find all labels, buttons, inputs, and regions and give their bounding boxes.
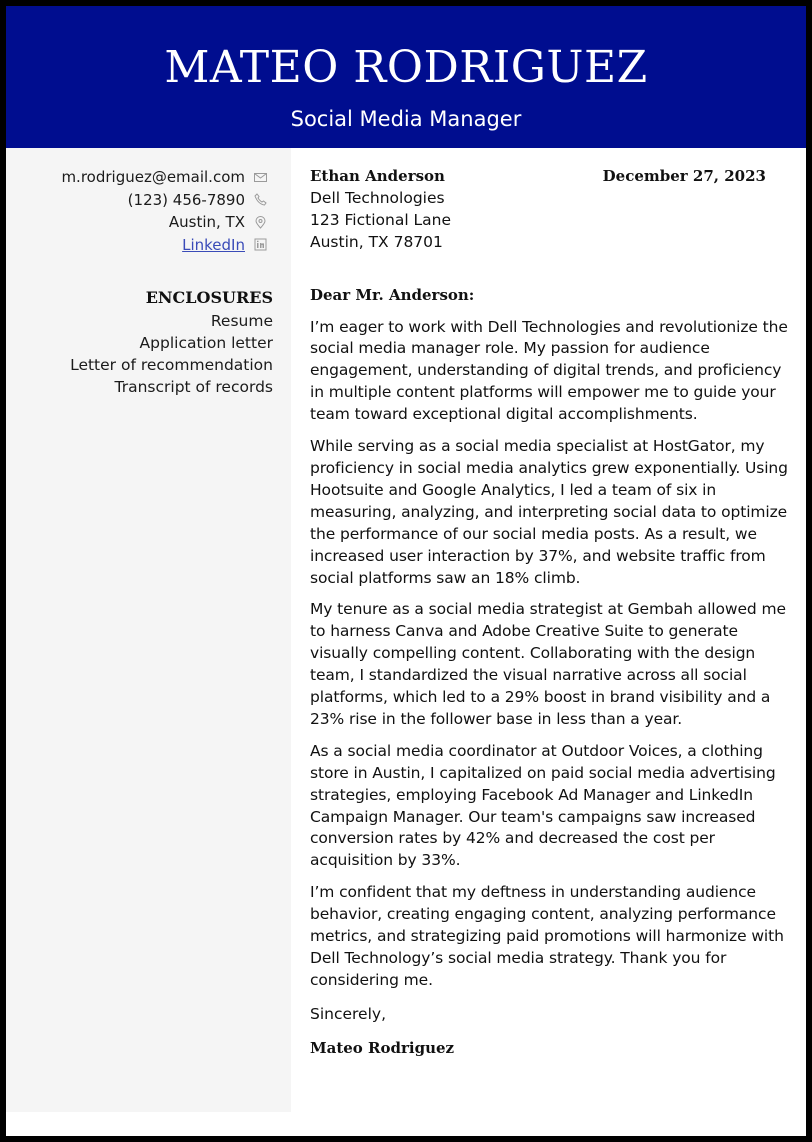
email-text[interactable]: m.rodriguez@email.com — [61, 168, 245, 187]
enclosure-item: Resume — [210, 312, 273, 330]
linkedin-link[interactable]: LinkedIn — [182, 235, 245, 254]
letter-body — [310, 166, 790, 1060]
body-paragraph: I’m confident that my deftness in understanding audience behavior, creating engaging content, analyzing performance metrics, and strategizing paid promotions will harmonize with Dell Technology’s social media strategy. Thank you for considering me. — [310, 883, 784, 989]
applicant-name: MATEO RODRIGUEZ — [164, 42, 648, 93]
recipient-company: Dell Technologies — [310, 188, 445, 207]
recipient-city: Austin, TX 78701 — [310, 232, 443, 251]
header-banner — [6, 6, 806, 148]
body-paragraph: I’m eager to work with Dell Technologies and revolutionize the social media manager role. My passion for audience engagement, understanding of digital trends, and proficiency in multiple content platforms will empower me to guide your team toward exceptional digital accomplishments. — [310, 317, 788, 424]
envelope-icon — [254, 171, 267, 184]
enclosures-block — [70, 286, 273, 398]
recipient-name: Ethan Anderson — [310, 167, 445, 185]
letter-date: December 27, 2023 — [602, 167, 766, 185]
enclosure-item: Letter of recommendation — [70, 356, 273, 374]
contact-linkedin — [61, 234, 267, 257]
location-text: Austin, TX — [168, 213, 245, 232]
location-pin-icon — [254, 216, 267, 229]
phone-icon — [254, 193, 267, 206]
closing: Sincerely, — [310, 1004, 387, 1023]
body-paragraph: My tenure as a social media strategist at Gembah allowed me to harness Canva and Adobe Creative Suite to generate visually compelling content. Collaborating with the design team, I standardized the visual narrative across all social platforms, which led to a 29% boost in brand visibility and a 23% rise in the follower base in less than a year. — [310, 600, 786, 728]
enclosures-heading: ENCLOSURES — [145, 288, 273, 307]
salutation: Dear Mr. Anderson: — [310, 285, 475, 304]
enclosure-item: Transcript of records — [114, 378, 273, 396]
recipient-date-row — [310, 166, 766, 188]
phone-text: (123) 456-7890 — [127, 190, 245, 209]
contact-block — [61, 166, 267, 256]
signature: Mateo Rodriguez — [310, 1038, 455, 1057]
resume-page — [6, 6, 806, 1136]
enclosure-item: Application letter — [139, 334, 273, 352]
linkedin-icon — [254, 238, 267, 251]
sidebar — [6, 148, 291, 1112]
contact-email — [61, 166, 267, 189]
recipient-street: 123 Fictional Lane — [310, 210, 452, 229]
contact-location — [61, 211, 267, 234]
body-paragraph: As a social media coordinator at Outdoor Voices, a clothing store in Austin, I capitalized on paid social media advertising strategies, employing Facebook Ad Manager and LinkedIn Campaign Manager. Our team's campaigns saw increased conversion rates by 42% and decreased the cost per acquisition by 33%. — [310, 741, 776, 870]
body-paragraph: While serving as a social media specialist at HostGator, my proficiency in social media analytics grew exponentially. Using Hootsuite and Google Analytics, I led a team of six in measuring, analyzing, and interpreting social data to optimize the performance of our social media posts. As a result, we increased user interaction by 37%, and website traffic from social platforms saw an 18% climb. — [310, 437, 788, 587]
contact-phone — [61, 189, 267, 212]
job-title: Social Media Manager — [290, 107, 522, 131]
